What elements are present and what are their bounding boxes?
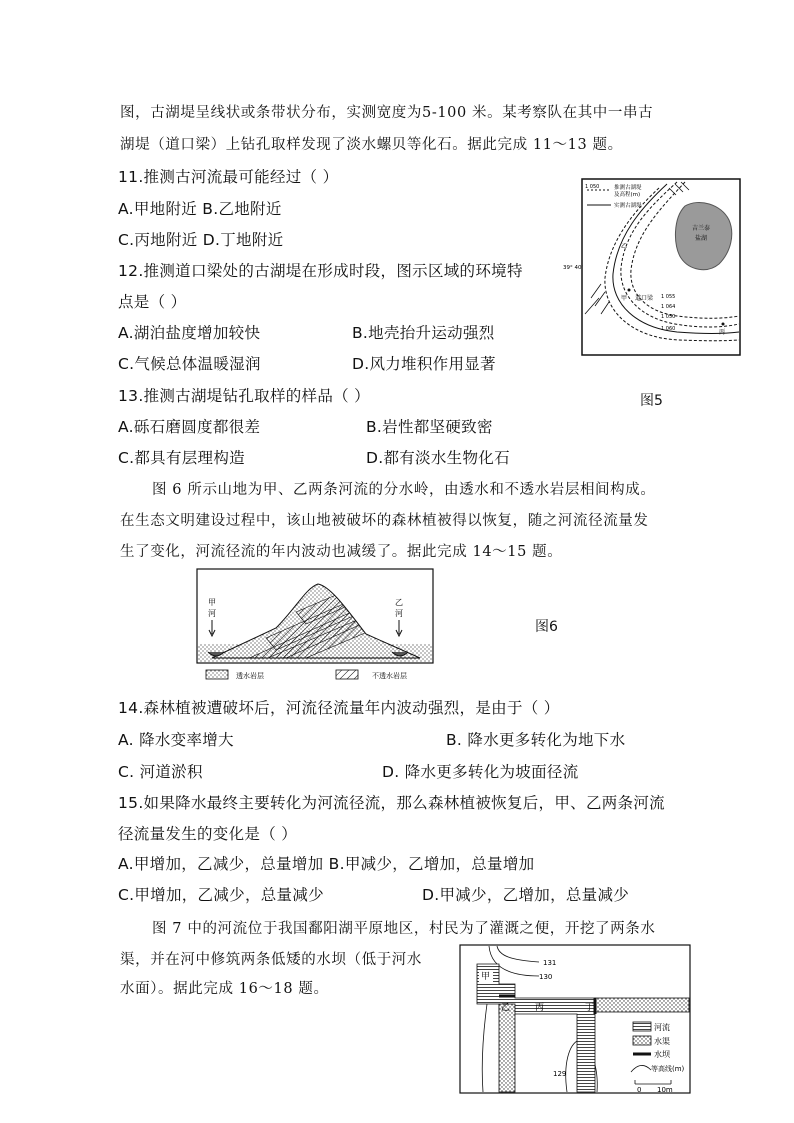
q13-stem: 13.推测古湖堤钻孔取样的样品（ ） <box>118 387 370 405</box>
q14-option-a: A. 降水变率增大 <box>118 731 234 749</box>
q13-option-a: A.砾石磨圆度都很差 <box>118 418 261 436</box>
q12-option-b: B.地壳抬升运动强烈 <box>352 324 495 342</box>
fig5-legend-inferred: 推测古湖堤 <box>614 185 642 191</box>
fig5-place-yi: 乙 <box>621 243 628 250</box>
fig6-legend-impermeable: 不透水岩层 <box>372 672 407 680</box>
fig7-scale-10m: 10m <box>657 1086 673 1094</box>
fig6-yi-label-2: 河 <box>395 609 403 618</box>
intro2-line1: 图 6 所示山地为甲、乙两条河流的分水岭，由透水和不透水岩层相间构成。 <box>152 482 656 498</box>
fig7-place-yi: 乙 <box>501 1003 511 1013</box>
fig6-jia-label-2: 河 <box>208 609 216 618</box>
fig7-legend-canal: 水渠 <box>654 1037 670 1046</box>
q14-option-d: D. 降水更多转化为坡面径流 <box>382 763 579 781</box>
fig5-place-daokouliang: 道口梁 <box>635 295 654 302</box>
intro3-line2: 渠，并在河中修筑两条低矮的水坝（低于河水 <box>120 952 422 968</box>
figure-7-map <box>459 944 699 1096</box>
fig5-lake-label-1: 吉兰泰 <box>692 225 711 232</box>
fig6-yi-label-1: 乙 <box>395 598 403 607</box>
fig7-place-bing: 丙 <box>535 1003 545 1013</box>
fig5-contour-1060: 1 060 <box>661 326 676 332</box>
fig5-lake-label-2: 盐湖 <box>695 235 708 242</box>
fig5-place-bing: 丙 <box>719 329 726 336</box>
q12-option-a: A.湖泊盐度增加较快 <box>118 324 261 342</box>
fig7-place-jia: 甲 <box>481 972 491 982</box>
q15-option-d: D.甲减少，乙增加，总量减少 <box>422 886 630 904</box>
q12-option-c: C.气候总体温暖湿润 <box>118 355 261 373</box>
q12-stem-line2: 点是（ ） <box>118 293 187 311</box>
q14-stem: 14.森林植被遭破坏后，河流径流量年内波动强烈，是由于（ ） <box>118 699 560 717</box>
fig5-legend-elev: 1 050 <box>585 184 600 190</box>
fig7-scale-0: 0 <box>637 1086 642 1094</box>
q14-option-b: B. 降水更多转化为地下水 <box>446 731 626 749</box>
fig7-legend-river: 河流 <box>654 1023 670 1032</box>
figure-6-caption: 图6 <box>535 619 558 635</box>
intro3-line3: 水面）。据此完成 16～18 题。 <box>120 981 329 997</box>
fig7-contour-129: 129 <box>553 1070 567 1078</box>
intro2-line2: 在生态文明建设过程中，该山地被破坏的森林植被得以恢复，随之河流径流量发 <box>120 513 649 529</box>
fig7-place-ding: 丁 <box>585 1003 595 1013</box>
fig5-legend-elev-label: 及高程(m) <box>614 192 641 198</box>
q13-option-d: D.都有淡水生物化石 <box>366 449 510 467</box>
fig7-contour-131: 131 <box>543 959 557 967</box>
q13-option-b: B.岩性都坚硬致密 <box>366 418 493 436</box>
fig5-contour-1055: 1 055 <box>661 294 676 300</box>
fig5-contour-1050: 1 050 <box>661 314 676 320</box>
intro1-line1: 图，古湖堤呈线状或条带状分布，实测宽度为5-100 米。某考察队在其中一串古 <box>120 105 654 121</box>
q11-options-ab: A.甲地附近 B.乙地附近 <box>118 200 282 218</box>
intro3-line1: 图 7 中的河流位于我国鄱阳湖平原地区，村民为了灌溉之便，开挖了两条水 <box>152 921 656 937</box>
figure-5-caption: 图5 <box>640 393 663 409</box>
fig5-contour-1064: 1 064 <box>661 304 676 310</box>
fig6-jia-label-1: 甲 <box>208 598 216 607</box>
q14-option-c: C. 河道淤积 <box>118 763 203 781</box>
q12-stem-line1: 12.推测道口梁处的古湖堤在形成时段，图示区域的环境特 <box>118 262 523 280</box>
fig7-contour-130: 130 <box>539 973 553 981</box>
intro2-line3: 生了变化，河流径流的年内波动也减缓了。据此完成 14～15 题。 <box>120 544 563 560</box>
q15-stem-line2: 径流量发生的变化是（ ） <box>118 825 298 843</box>
intro1-line2: 湖堤（道口梁）上钻孔取样发现了淡水螺贝等化石。据此完成 11～13 题。 <box>120 137 623 153</box>
fig6-legend-permeable: 透水岩层 <box>236 672 264 680</box>
q13-option-c: C.都具有层理构造 <box>118 449 245 467</box>
q11-options-cd: C.丙地附近 D.丁地附近 <box>118 231 284 249</box>
fig5-latitude: 39° 40' <box>563 265 584 271</box>
q15-option-c: C.甲增加，乙减少，总量减少 <box>118 886 324 904</box>
q15-stem-line1: 15.如果降水最终主要转化为河流径流，那么森林植被恢复后，甲、乙两条河流 <box>118 794 665 812</box>
figure-6-cross-section <box>196 568 436 684</box>
q12-option-d: D.风力堆积作用显著 <box>352 355 496 373</box>
q15-options-ab: A.甲增加，乙减少，总量增加 B.甲减少，乙增加，总量增加 <box>118 855 535 873</box>
fig5-legend-measured: 实测古湖堤 <box>614 203 642 209</box>
fig7-legend-dam: 水坝 <box>654 1050 670 1059</box>
figure-5-map <box>563 178 741 356</box>
q11-stem: 11.推测古河流最可能经过（ ） <box>118 168 339 186</box>
fig7-legend-contour: 等高线(m) <box>651 1065 685 1073</box>
fig5-place-jia: 甲 <box>621 295 628 302</box>
